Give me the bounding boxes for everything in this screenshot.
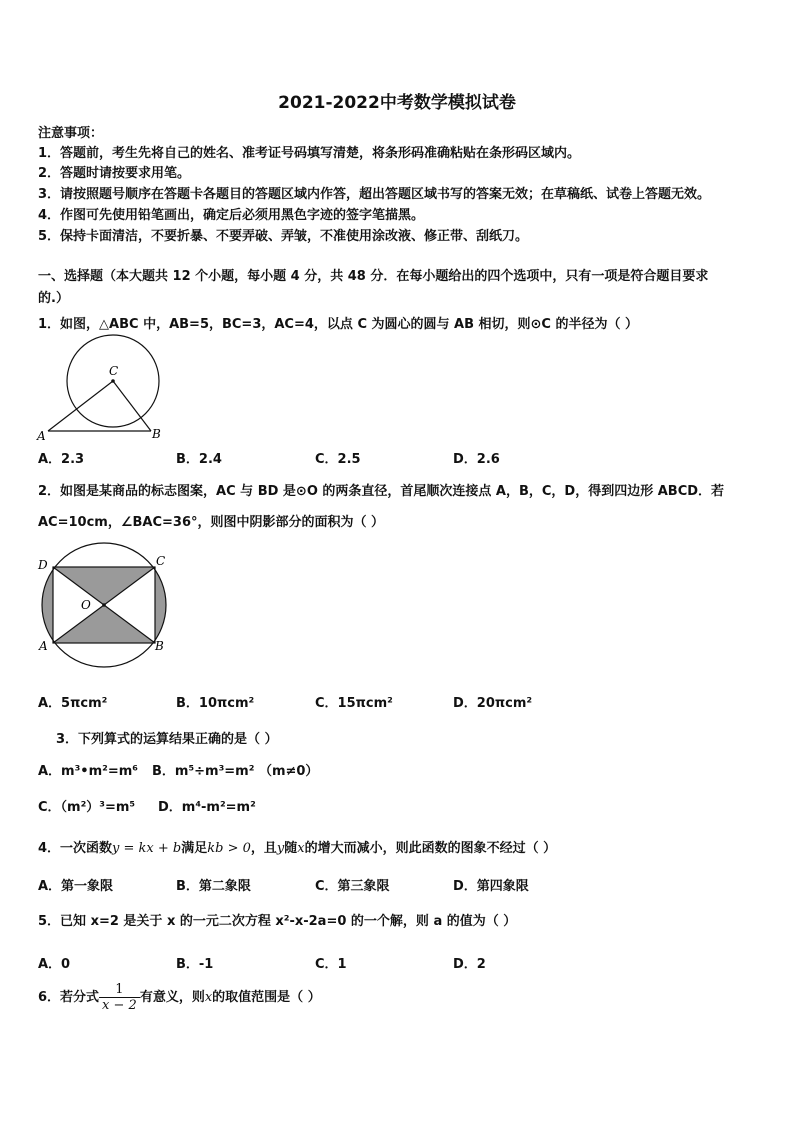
q4-condition: kb > 0 <box>207 841 251 856</box>
option-d: D．2.6 <box>453 452 500 467</box>
label-a: A <box>37 429 46 443</box>
option-c: C．2.5 <box>315 452 361 467</box>
notice-heading: 注意事项： <box>38 126 104 141</box>
option-b: B．m⁵÷m³=m² （m≠0） <box>152 764 319 779</box>
q4-mid1: 满足 <box>181 841 208 856</box>
notice-item: 5．保持卡面清洁，不要折暴、不要弄破、弄皱，不准使用涂改液、修正带、刮纸刀。 <box>38 229 529 244</box>
label-d: D <box>38 558 48 572</box>
option-a: A．第一象限 <box>38 879 114 894</box>
section-heading: 一、选择题（本大题共 12 个小题，每小题 4 分，共 48 分．在每小题给出的四个选项中，只有一项是符合题目要求 <box>38 269 709 284</box>
question-6-text <box>38 982 321 1013</box>
question-1-figure <box>34 334 174 444</box>
option-b: B．10πcm² <box>176 696 255 711</box>
option-a: A．0 <box>38 957 71 972</box>
question-3-text: 3．下列算式的运算结果正确的是（ ） <box>56 732 278 747</box>
label-b: B <box>155 639 164 653</box>
label-c: C <box>156 554 166 568</box>
question-4-text <box>38 837 556 856</box>
q6-var-x: x <box>204 990 213 1005</box>
option-c: C．1 <box>315 957 347 972</box>
label-a: A <box>39 639 48 653</box>
option-d: D．20πcm² <box>453 696 533 711</box>
notice-item: 2．答题时请按要求用笔。 <box>38 166 191 181</box>
question-5-text: 5．已知 x=2 是关于 x 的一元二次方程 x²-x-2a=0 的一个解，则 a 的值为（ ） <box>38 914 517 929</box>
page-title: 2021-2022中考数学模拟试卷 <box>278 93 516 113</box>
q6-suffix: 的取值范围是（ ） <box>212 990 321 1005</box>
q4-mid2: ，且 <box>250 841 277 856</box>
q4-mid3: 随 <box>284 841 298 856</box>
q4-prefix: 4．一次函数 <box>38 841 113 856</box>
section-heading-cont: 的.） <box>38 291 69 306</box>
q6-prefix: 6．若分式 <box>38 990 100 1005</box>
q6-mid: 有意义，则 <box>139 990 205 1005</box>
label-o: O <box>81 598 91 612</box>
q4-var-y: y <box>276 841 285 856</box>
question-2-text: 2．如图是某商品的标志图案，AC 与 BD 是⊙O 的两条直径，首尾顺次连接点 A，B，C，D，得到四边形 ABCD．若 <box>38 484 725 499</box>
notice-item: 3．请按照题号顺序在答题卡各题目的答题区域内作答，超出答题区域书写的答案无效；在草稿纸、试卷上答题无效。 <box>38 187 711 202</box>
option-a: A．m³•m²=m⁶ <box>38 764 138 779</box>
q6-fraction <box>99 982 140 1013</box>
shaded-triangle-top <box>53 567 155 605</box>
label-c: C <box>109 364 119 378</box>
notice-item: 4．作图可先使用铅笔画出，确定后必须用黑色字迹的签字笔描黑。 <box>38 208 425 223</box>
notice-item: 1．答题前，考生先将自己的姓名、准考证号码填写清楚，将条形码准确粘贴在条形码区域内。 <box>38 146 581 161</box>
shaded-triangle-bottom <box>53 605 155 643</box>
option-b: B．-1 <box>176 957 214 972</box>
label-b: B <box>152 427 161 441</box>
q4-formula: y = kx + b <box>112 841 182 856</box>
center-point <box>102 603 106 607</box>
option-a: A．2.3 <box>38 452 85 467</box>
q6-denominator: x − 2 <box>102 998 137 1013</box>
option-c: C．15πcm² <box>315 696 393 711</box>
option-d: D．m⁴-m²=m² <box>158 800 256 815</box>
question-2-text-cont: AC=10cm，∠BAC=36°，则图中阴影部分的面积为（ ） <box>38 515 385 530</box>
q4-suffix: 的增大而减小，则此函数的图象不经过（ ） <box>304 841 557 856</box>
question-1-text: 1．如图，△ABC 中，AB=5，BC=3，AC=4，以点 C 为圆心的圆与 AB 相切，则⊙C 的半径为（ ） <box>38 317 639 332</box>
option-d: D．2 <box>453 957 486 972</box>
option-c: C．第三象限 <box>315 879 390 894</box>
option-c: C．（m²）³=m⁵ <box>38 800 136 815</box>
q6-numerator: 1 <box>99 982 140 998</box>
q4-var-x: x <box>297 841 305 856</box>
center-point <box>111 379 115 383</box>
option-b: B．2.4 <box>176 452 222 467</box>
segment-ac <box>48 381 113 431</box>
option-a: A．5πcm² <box>38 696 108 711</box>
option-d: D．第四象限 <box>453 879 529 894</box>
option-b: B．第二象限 <box>176 879 251 894</box>
question-2-figure <box>34 540 174 675</box>
